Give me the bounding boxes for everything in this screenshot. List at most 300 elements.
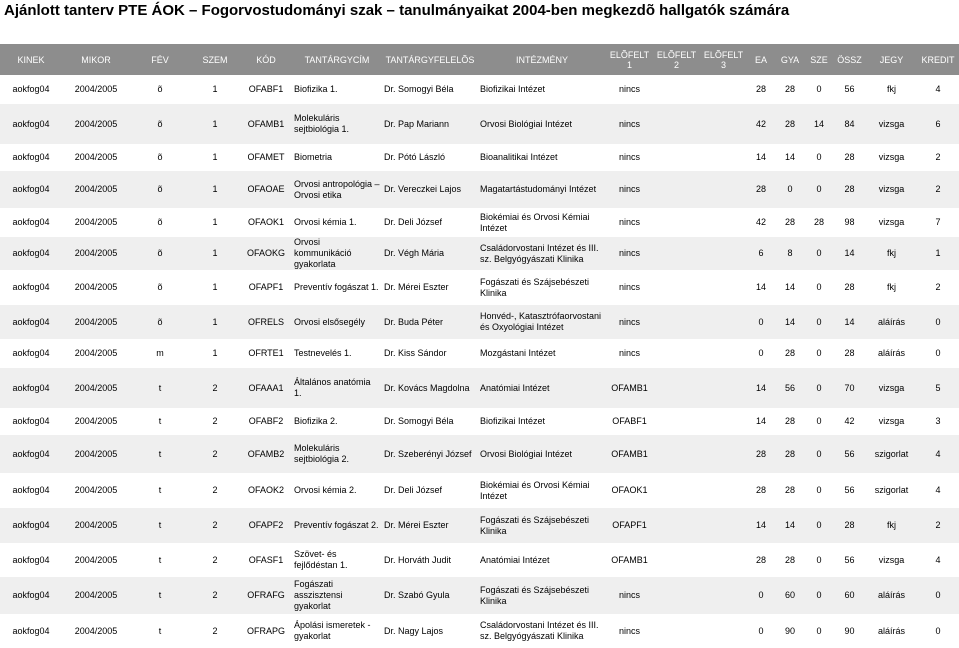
table-row bbox=[0, 237, 959, 270]
cell-intezmeny: Mozgástani Intézet bbox=[478, 339, 606, 368]
table-row bbox=[0, 473, 959, 508]
cell-gya: 28 bbox=[775, 543, 805, 577]
cell-gya: 28 bbox=[775, 208, 805, 237]
column-header-tantargyfelelos: TANTÁRGYFELELÕS bbox=[382, 44, 478, 75]
cell-fev: t bbox=[130, 577, 190, 614]
cell-fev: t bbox=[130, 368, 190, 408]
cell-tantargyfelelos: Dr. Szeberényi József bbox=[382, 435, 478, 473]
cell-tantargycim: Szövet- és fejlődéstan 1. bbox=[292, 543, 382, 577]
cell-kod: OFAOK1 bbox=[240, 208, 292, 237]
cell-szem: 1 bbox=[190, 75, 240, 104]
cell-elofelt-3 bbox=[700, 208, 747, 237]
column-header-elofelt-1: ELÕFELT 1 bbox=[606, 44, 653, 75]
cell-szem: 1 bbox=[190, 171, 240, 208]
cell-ossz: 42 bbox=[833, 408, 866, 435]
cell-elofelt-1: nincs bbox=[606, 614, 653, 648]
cell-tantargyfelelos: Dr. Deli József bbox=[382, 473, 478, 508]
cell-intezmeny: Anatómiai Intézet bbox=[478, 543, 606, 577]
cell-elofelt-1: OFAMB1 bbox=[606, 435, 653, 473]
cell-ossz: 14 bbox=[833, 237, 866, 270]
cell-szem: 2 bbox=[190, 508, 240, 543]
cell-mikor: 2004/2005 bbox=[62, 171, 130, 208]
cell-jegy: szigorlat bbox=[866, 473, 917, 508]
cell-kinek: aokfog04 bbox=[0, 237, 62, 270]
cell-tantargycim: Testnevelés 1. bbox=[292, 339, 382, 368]
cell-tantargycim: Molekuláris sejtbiológia 1. bbox=[292, 104, 382, 144]
cell-elofelt-3 bbox=[700, 508, 747, 543]
cell-intezmeny: Biokémiai és Orvosi Kémiai Intézet bbox=[478, 473, 606, 508]
cell-elofelt-3 bbox=[700, 144, 747, 171]
cell-szem: 2 bbox=[190, 408, 240, 435]
cell-ea: 28 bbox=[747, 473, 775, 508]
cell-ossz: 14 bbox=[833, 305, 866, 339]
cell-elofelt-1: OFAMB1 bbox=[606, 368, 653, 408]
cell-gya: 28 bbox=[775, 473, 805, 508]
cell-elofelt-1: nincs bbox=[606, 305, 653, 339]
cell-fev: õ bbox=[130, 305, 190, 339]
cell-ea: 42 bbox=[747, 104, 775, 144]
cell-tantargyfelelos: Dr. Somogyi Béla bbox=[382, 408, 478, 435]
cell-ea: 28 bbox=[747, 435, 775, 473]
cell-jegy: fkj bbox=[866, 508, 917, 543]
cell-elofelt-2 bbox=[653, 237, 700, 270]
cell-gya: 8 bbox=[775, 237, 805, 270]
cell-sze: 0 bbox=[805, 614, 833, 648]
cell-elofelt-2 bbox=[653, 508, 700, 543]
cell-sze: 0 bbox=[805, 75, 833, 104]
cell-szem: 2 bbox=[190, 543, 240, 577]
cell-elofelt-2 bbox=[653, 614, 700, 648]
cell-szem: 1 bbox=[190, 270, 240, 305]
cell-tantargyfelelos: Dr. Kiss Sándor bbox=[382, 339, 478, 368]
table-row bbox=[0, 543, 959, 577]
cell-fev: t bbox=[130, 435, 190, 473]
cell-mikor: 2004/2005 bbox=[62, 270, 130, 305]
cell-kredit: 2 bbox=[917, 508, 959, 543]
cell-elofelt-1: nincs bbox=[606, 270, 653, 305]
cell-ea: 28 bbox=[747, 543, 775, 577]
cell-jegy: vizsga bbox=[866, 171, 917, 208]
cell-szem: 1 bbox=[190, 305, 240, 339]
cell-kod: OFAMB1 bbox=[240, 104, 292, 144]
cell-szem: 2 bbox=[190, 368, 240, 408]
cell-ossz: 28 bbox=[833, 508, 866, 543]
cell-ea: 14 bbox=[747, 270, 775, 305]
cell-kinek: aokfog04 bbox=[0, 577, 62, 614]
cell-sze: 28 bbox=[805, 208, 833, 237]
cell-intezmeny: Orvosi Biológiai Intézet bbox=[478, 435, 606, 473]
table-row bbox=[0, 104, 959, 144]
table-row bbox=[0, 305, 959, 339]
table-row bbox=[0, 435, 959, 473]
cell-mikor: 2004/2005 bbox=[62, 577, 130, 614]
cell-tantargyfelelos: Dr. Mérei Eszter bbox=[382, 270, 478, 305]
cell-elofelt-2 bbox=[653, 104, 700, 144]
cell-kredit: 6 bbox=[917, 104, 959, 144]
cell-kinek: aokfog04 bbox=[0, 171, 62, 208]
cell-intezmeny: Fogászati és Szájsebészeti Klinika bbox=[478, 270, 606, 305]
cell-kredit: 4 bbox=[917, 75, 959, 104]
table-row bbox=[0, 339, 959, 368]
cell-tantargycim: Ápolási ismeretek - gyakorlat bbox=[292, 614, 382, 648]
cell-elofelt-2 bbox=[653, 368, 700, 408]
cell-intezmeny: Anatómiai Intézet bbox=[478, 368, 606, 408]
table-row bbox=[0, 171, 959, 208]
cell-elofelt-2 bbox=[653, 473, 700, 508]
cell-ea: 0 bbox=[747, 339, 775, 368]
column-header-fev: FÉV bbox=[130, 44, 190, 75]
table-row bbox=[0, 75, 959, 104]
cell-kod: OFAOKG bbox=[240, 237, 292, 270]
cell-kinek: aokfog04 bbox=[0, 208, 62, 237]
cell-kredit: 2 bbox=[917, 270, 959, 305]
cell-tantargycim: Fogászati asszisztensi gyakorlat bbox=[292, 577, 382, 614]
cell-sze: 0 bbox=[805, 339, 833, 368]
table-row bbox=[0, 508, 959, 543]
cell-sze: 0 bbox=[805, 473, 833, 508]
cell-sze: 0 bbox=[805, 508, 833, 543]
cell-elofelt-1: OFAMB1 bbox=[606, 543, 653, 577]
cell-ea: 6 bbox=[747, 237, 775, 270]
cell-ossz: 56 bbox=[833, 75, 866, 104]
cell-tantargyfelelos: Dr. Pap Mariann bbox=[382, 104, 478, 144]
cell-jegy: fkj bbox=[866, 270, 917, 305]
cell-gya: 28 bbox=[775, 435, 805, 473]
table-row bbox=[0, 208, 959, 237]
column-header-elofelt-3: ELÕFELT 3 bbox=[700, 44, 747, 75]
cell-gya: 90 bbox=[775, 614, 805, 648]
cell-ossz: 84 bbox=[833, 104, 866, 144]
cell-jegy: vizsga bbox=[866, 368, 917, 408]
cell-fev: t bbox=[130, 614, 190, 648]
cell-elofelt-3 bbox=[700, 614, 747, 648]
cell-mikor: 2004/2005 bbox=[62, 435, 130, 473]
table-row bbox=[0, 144, 959, 171]
cell-fev: õ bbox=[130, 270, 190, 305]
cell-mikor: 2004/2005 bbox=[62, 144, 130, 171]
header-row bbox=[0, 44, 959, 75]
cell-ea: 14 bbox=[747, 368, 775, 408]
cell-elofelt-2 bbox=[653, 144, 700, 171]
cell-elofelt-2 bbox=[653, 208, 700, 237]
cell-szem: 2 bbox=[190, 614, 240, 648]
cell-fev: t bbox=[130, 408, 190, 435]
cell-elofelt-3 bbox=[700, 270, 747, 305]
cell-sze: 0 bbox=[805, 408, 833, 435]
cell-kod: OFAMB2 bbox=[240, 435, 292, 473]
cell-ossz: 28 bbox=[833, 144, 866, 171]
cell-elofelt-3 bbox=[700, 368, 747, 408]
cell-mikor: 2004/2005 bbox=[62, 368, 130, 408]
cell-intezmeny: Magatartástudományi Intézet bbox=[478, 171, 606, 208]
cell-gya: 28 bbox=[775, 75, 805, 104]
cell-fev: m bbox=[130, 339, 190, 368]
cell-kinek: aokfog04 bbox=[0, 305, 62, 339]
cell-kredit: 2 bbox=[917, 144, 959, 171]
cell-mikor: 2004/2005 bbox=[62, 104, 130, 144]
cell-tantargyfelelos: Dr. Horváth Judit bbox=[382, 543, 478, 577]
cell-jegy: vizsga bbox=[866, 104, 917, 144]
cell-tantargycim: Orvosi antropológia – Orvosi etika bbox=[292, 171, 382, 208]
cell-kod: OFRAPG bbox=[240, 614, 292, 648]
cell-kinek: aokfog04 bbox=[0, 104, 62, 144]
cell-fev: õ bbox=[130, 171, 190, 208]
cell-jegy: vizsga bbox=[866, 543, 917, 577]
cell-elofelt-3 bbox=[700, 75, 747, 104]
cell-ea: 14 bbox=[747, 508, 775, 543]
cell-intezmeny: Bioanalitikai Intézet bbox=[478, 144, 606, 171]
cell-kredit: 0 bbox=[917, 339, 959, 368]
cell-gya: 28 bbox=[775, 339, 805, 368]
cell-elofelt-2 bbox=[653, 577, 700, 614]
cell-kod: OFRTE1 bbox=[240, 339, 292, 368]
cell-mikor: 2004/2005 bbox=[62, 614, 130, 648]
cell-kod: OFAPF1 bbox=[240, 270, 292, 305]
cell-szem: 2 bbox=[190, 473, 240, 508]
cell-fev: õ bbox=[130, 104, 190, 144]
table-row bbox=[0, 577, 959, 614]
cell-gya: 60 bbox=[775, 577, 805, 614]
cell-kod: OFABF2 bbox=[240, 408, 292, 435]
cell-mikor: 2004/2005 bbox=[62, 543, 130, 577]
cell-kinek: aokfog04 bbox=[0, 543, 62, 577]
cell-ossz: 90 bbox=[833, 614, 866, 648]
cell-elofelt-3 bbox=[700, 577, 747, 614]
cell-elofelt-1: OFABF1 bbox=[606, 408, 653, 435]
cell-tantargycim: Orvosi elsősegély bbox=[292, 305, 382, 339]
cell-gya: 28 bbox=[775, 104, 805, 144]
cell-szem: 2 bbox=[190, 435, 240, 473]
cell-tantargyfelelos: Dr. Mérei Eszter bbox=[382, 508, 478, 543]
cell-tantargyfelelos: Dr. Buda Péter bbox=[382, 305, 478, 339]
cell-gya: 14 bbox=[775, 144, 805, 171]
cell-kod: OFABF1 bbox=[240, 75, 292, 104]
cell-mikor: 2004/2005 bbox=[62, 473, 130, 508]
cell-tantargycim: Általános anatómia 1. bbox=[292, 368, 382, 408]
cell-tantargyfelelos: Dr. Szabó Gyula bbox=[382, 577, 478, 614]
cell-szem: 1 bbox=[190, 339, 240, 368]
cell-jegy: vizsga bbox=[866, 144, 917, 171]
cell-tantargycim: Orvosi kémia 1. bbox=[292, 208, 382, 237]
cell-intezmeny: Fogászati és Szájsebészeti Klinika bbox=[478, 577, 606, 614]
cell-kod: OFASF1 bbox=[240, 543, 292, 577]
cell-gya: 0 bbox=[775, 171, 805, 208]
cell-elofelt-2 bbox=[653, 408, 700, 435]
cell-kod: OFAOK2 bbox=[240, 473, 292, 508]
cell-tantargyfelelos: Dr. Pótó László bbox=[382, 144, 478, 171]
cell-kredit: 0 bbox=[917, 577, 959, 614]
column-header-szem: SZEM bbox=[190, 44, 240, 75]
cell-kod: OFAMET bbox=[240, 144, 292, 171]
cell-kod: OFRAFG bbox=[240, 577, 292, 614]
column-header-gya: GYA bbox=[775, 44, 805, 75]
cell-kredit: 4 bbox=[917, 435, 959, 473]
cell-ossz: 28 bbox=[833, 339, 866, 368]
cell-jegy: vizsga bbox=[866, 208, 917, 237]
cell-jegy: fkj bbox=[866, 75, 917, 104]
cell-kredit: 4 bbox=[917, 473, 959, 508]
cell-kinek: aokfog04 bbox=[0, 473, 62, 508]
cell-ea: 42 bbox=[747, 208, 775, 237]
cell-intezmeny: Biofizikai Intézet bbox=[478, 408, 606, 435]
curriculum-table bbox=[0, 44, 959, 648]
cell-kod: OFAOAE bbox=[240, 171, 292, 208]
cell-elofelt-1: nincs bbox=[606, 144, 653, 171]
cell-tantargyfelelos: Dr. Kovács Magdolna bbox=[382, 368, 478, 408]
cell-mikor: 2004/2005 bbox=[62, 508, 130, 543]
cell-elofelt-1: nincs bbox=[606, 171, 653, 208]
cell-kredit: 7 bbox=[917, 208, 959, 237]
cell-tantargycim: Orvosi kémia 2. bbox=[292, 473, 382, 508]
cell-jegy: fkj bbox=[866, 237, 917, 270]
cell-jegy: aláírás bbox=[866, 614, 917, 648]
cell-kod: OFRELS bbox=[240, 305, 292, 339]
cell-ossz: 98 bbox=[833, 208, 866, 237]
cell-intezmeny: Biokémiai és Orvosi Kémiai Intézet bbox=[478, 208, 606, 237]
column-header-kredit: KREDIT bbox=[917, 44, 959, 75]
cell-fev: õ bbox=[130, 75, 190, 104]
cell-kinek: aokfog04 bbox=[0, 508, 62, 543]
cell-ossz: 28 bbox=[833, 171, 866, 208]
cell-kinek: aokfog04 bbox=[0, 270, 62, 305]
cell-gya: 14 bbox=[775, 508, 805, 543]
cell-mikor: 2004/2005 bbox=[62, 408, 130, 435]
cell-kredit: 5 bbox=[917, 368, 959, 408]
cell-elofelt-1: OFAOK1 bbox=[606, 473, 653, 508]
cell-ossz: 56 bbox=[833, 435, 866, 473]
cell-fev: t bbox=[130, 508, 190, 543]
cell-intezmeny: Biofizikai Intézet bbox=[478, 75, 606, 104]
cell-fev: õ bbox=[130, 237, 190, 270]
cell-tantargycim: Biofizika 1. bbox=[292, 75, 382, 104]
cell-ea: 14 bbox=[747, 408, 775, 435]
cell-mikor: 2004/2005 bbox=[62, 208, 130, 237]
cell-gya: 14 bbox=[775, 270, 805, 305]
cell-elofelt-3 bbox=[700, 408, 747, 435]
cell-szem: 1 bbox=[190, 237, 240, 270]
cell-sze: 0 bbox=[805, 305, 833, 339]
table-row bbox=[0, 614, 959, 648]
cell-ea: 0 bbox=[747, 577, 775, 614]
cell-szem: 2 bbox=[190, 577, 240, 614]
cell-szem: 1 bbox=[190, 104, 240, 144]
cell-szem: 1 bbox=[190, 144, 240, 171]
cell-elofelt-3 bbox=[700, 171, 747, 208]
cell-elofelt-2 bbox=[653, 270, 700, 305]
cell-elofelt-3 bbox=[700, 305, 747, 339]
cell-tantargycim: Orvosi kommunikáció gyakorlata bbox=[292, 237, 382, 270]
cell-elofelt-1: nincs bbox=[606, 104, 653, 144]
cell-tantargyfelelos: Dr. Nagy Lajos bbox=[382, 614, 478, 648]
cell-sze: 0 bbox=[805, 144, 833, 171]
cell-elofelt-1: nincs bbox=[606, 75, 653, 104]
cell-kredit: 4 bbox=[917, 543, 959, 577]
cell-sze: 0 bbox=[805, 577, 833, 614]
column-header-intezmeny: INTÉZMÉNY bbox=[478, 44, 606, 75]
cell-intezmeny: Családorvostani Intézet és III. sz. Belgyógyászati Klinika bbox=[478, 237, 606, 270]
cell-tantargycim: Preventív fogászat 1. bbox=[292, 270, 382, 305]
cell-kredit: 0 bbox=[917, 305, 959, 339]
cell-tantargycim: Preventív fogászat 2. bbox=[292, 508, 382, 543]
cell-mikor: 2004/2005 bbox=[62, 75, 130, 104]
cell-elofelt-3 bbox=[700, 237, 747, 270]
cell-kinek: aokfog04 bbox=[0, 144, 62, 171]
cell-elofelt-3 bbox=[700, 473, 747, 508]
column-header-sze: SZE bbox=[805, 44, 833, 75]
column-header-tantargycim: TANTÁRGYCÍM bbox=[292, 44, 382, 75]
column-header-ossz: ÖSSZ bbox=[833, 44, 866, 75]
cell-tantargyfelelos: Dr. Végh Mária bbox=[382, 237, 478, 270]
cell-elofelt-3 bbox=[700, 339, 747, 368]
cell-kredit: 0 bbox=[917, 614, 959, 648]
cell-elofelt-3 bbox=[700, 104, 747, 144]
cell-jegy: szigorlat bbox=[866, 435, 917, 473]
table-row bbox=[0, 368, 959, 408]
cell-sze: 14 bbox=[805, 104, 833, 144]
cell-ossz: 56 bbox=[833, 543, 866, 577]
cell-tantargycim: Molekuláris sejtbiológia 2. bbox=[292, 435, 382, 473]
cell-tantargycim: Biometria bbox=[292, 144, 382, 171]
cell-sze: 0 bbox=[805, 237, 833, 270]
cell-fev: t bbox=[130, 543, 190, 577]
cell-sze: 0 bbox=[805, 368, 833, 408]
cell-kod: OFAAA1 bbox=[240, 368, 292, 408]
cell-gya: 56 bbox=[775, 368, 805, 408]
cell-gya: 28 bbox=[775, 408, 805, 435]
cell-elofelt-2 bbox=[653, 435, 700, 473]
cell-elofelt-1: nincs bbox=[606, 339, 653, 368]
column-header-kod: KÓD bbox=[240, 44, 292, 75]
cell-elofelt-2 bbox=[653, 171, 700, 208]
cell-kinek: aokfog04 bbox=[0, 75, 62, 104]
cell-sze: 0 bbox=[805, 435, 833, 473]
cell-kinek: aokfog04 bbox=[0, 614, 62, 648]
cell-intezmeny: Honvéd-, Katasztrófaorvostani és Oxyológiai Intézet bbox=[478, 305, 606, 339]
cell-kinek: aokfog04 bbox=[0, 435, 62, 473]
cell-elofelt-2 bbox=[653, 339, 700, 368]
cell-kredit: 1 bbox=[917, 237, 959, 270]
cell-fev: t bbox=[130, 473, 190, 508]
cell-elofelt-1: nincs bbox=[606, 208, 653, 237]
cell-ea: 0 bbox=[747, 614, 775, 648]
cell-kod: OFAPF2 bbox=[240, 508, 292, 543]
table-row bbox=[0, 270, 959, 305]
cell-sze: 0 bbox=[805, 171, 833, 208]
cell-elofelt-1: nincs bbox=[606, 237, 653, 270]
cell-intezmeny: Családorvostani Intézet és III. sz. Belgyógyászati Klinika bbox=[478, 614, 606, 648]
cell-elofelt-3 bbox=[700, 435, 747, 473]
cell-intezmeny: Orvosi Biológiai Intézet bbox=[478, 104, 606, 144]
cell-szem: 1 bbox=[190, 208, 240, 237]
cell-jegy: vizsga bbox=[866, 408, 917, 435]
cell-ossz: 70 bbox=[833, 368, 866, 408]
cell-elofelt-2 bbox=[653, 305, 700, 339]
cell-tantargyfelelos: Dr. Vereczkei Lajos bbox=[382, 171, 478, 208]
cell-jegy: aláírás bbox=[866, 577, 917, 614]
cell-kinek: aokfog04 bbox=[0, 368, 62, 408]
cell-fev: õ bbox=[130, 144, 190, 171]
cell-ea: 28 bbox=[747, 171, 775, 208]
cell-kredit: 2 bbox=[917, 171, 959, 208]
table-row bbox=[0, 408, 959, 435]
cell-elofelt-1: OFAPF1 bbox=[606, 508, 653, 543]
cell-intezmeny: Fogászati és Szájsebészeti Klinika bbox=[478, 508, 606, 543]
column-header-kinek: KINEK bbox=[0, 44, 62, 75]
cell-tantargyfelelos: Dr. Deli József bbox=[382, 208, 478, 237]
cell-elofelt-2 bbox=[653, 75, 700, 104]
cell-jegy: aláírás bbox=[866, 305, 917, 339]
cell-ea: 28 bbox=[747, 75, 775, 104]
